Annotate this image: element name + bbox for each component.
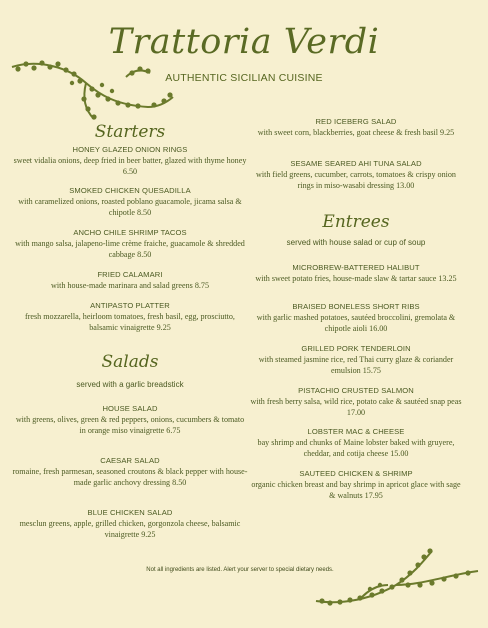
item-name: BRAISED BONELESS SHORT RIBS [292, 302, 420, 311]
item-name: SAUTEED CHICKEN & SHRIMP [299, 469, 413, 478]
item-name: SMOKED CHICKEN QUESADILLA [69, 186, 191, 195]
item-name: RED ICEBERG SALAD [315, 117, 397, 126]
vine-decoration-top-left [8, 55, 178, 125]
item-description: sweet vidalia onions, deep fried in beer batter, glazed with thyme honey 6.50 [13, 156, 247, 176]
item-description: with sweet corn, blackberries, goat cheese & fresh basil 9.25 [257, 128, 455, 137]
menu-item [250, 116, 462, 138]
menu-item [250, 158, 462, 191]
item-description: mesclun greens, apple, grilled chicken, gorgonzola cheese, balsamic vinaigrette 9.25 [19, 519, 241, 539]
item-name: BLUE CHICKEN SALAD [87, 508, 173, 517]
item-name: SESAME SEARED AHI TUNA SALAD [290, 159, 422, 168]
item-name: ANCHO CHILE SHRIMP TACOS [73, 228, 187, 237]
item-description: romaine, fresh parmesan, seasoned croutons & black pepper with house-made garlic anchovy dressing 8.50 [12, 467, 248, 487]
item-description: with fresh berry salsa, wild rice, potato cake & sautéed snap peas 17.00 [250, 397, 462, 417]
item-name: GRILLED PORK TENDERLOIN [301, 344, 411, 353]
item-description: with mango salsa, jalapeno-lime crème fraiche, guacamole & shredded cabbage 8.50 [15, 239, 245, 259]
section-heading-entrees: Entrees [322, 212, 390, 232]
vine-decoration-bottom-right [312, 545, 482, 611]
item-name: CAESAR SALAD [100, 456, 160, 465]
menu-item [12, 403, 248, 436]
restaurant-subtitle: AUTHENTIC SICILIAN CUISINE [165, 72, 323, 84]
item-name: HOUSE SALAD [102, 404, 158, 413]
item-description: with caramelized onions, roasted poblano guacamole, jicama salsa & chipotle 8.50 [18, 197, 242, 217]
menu-item [12, 507, 248, 540]
item-name: PISTACHIO CRUSTED SALMON [298, 386, 414, 395]
item-name: HONEY GLAZED ONION RINGS [72, 145, 188, 154]
menu-item [250, 385, 462, 418]
section-heading-salads: Salads [101, 352, 159, 372]
menu-item [12, 269, 248, 291]
item-description: with sweet potato fries, house-made slaw & tartar sauce 13.25 [255, 274, 457, 283]
item-description: organic chicken breast and bay shrimp in apricot glace with sage & walnuts 17.95 [251, 480, 461, 500]
section-heading-starters: Starters [94, 122, 166, 142]
menu-item [12, 300, 248, 333]
menu-item [12, 227, 248, 260]
menu-item [250, 343, 462, 376]
item-name: ANTIPASTO PLATTER [90, 301, 170, 310]
item-description: with house-made marinara and salad greens 8.75 [51, 281, 209, 290]
item-description: with field greens, cucumber, carrots, tomatoes & crispy onion rings in miso-wasabi dressing 13.00 [256, 170, 456, 190]
menu-item [12, 455, 248, 488]
menu-item [250, 262, 462, 284]
item-description: with garlic mashed potatoes, sautéed broccolini, gremolata & chipotle aioli 16.00 [256, 313, 456, 333]
section-note-salads: served with a garlic breadstick [76, 380, 184, 389]
item-description: fresh mozzarella, heirloom tomatoes, fresh basil, egg, prosciutto, balsamic vinaigrette 9.25 [25, 312, 235, 332]
menu-item [250, 301, 462, 334]
footer-note: Not all ingredients are listed. Alert your server to special dietary needs. [146, 567, 334, 573]
item-name: MICROBREW-BATTERED HALIBUT [292, 263, 420, 272]
section-note-entrees: served with house salad or cup of soup [286, 238, 426, 247]
restaurant-title: Trattoria Verdi [108, 22, 380, 62]
item-description: with steamed jasmine rice, red Thai curry glaze & coriander emulsion 15.75 [258, 355, 454, 375]
item-description: with greens, olives, green & red peppers, onions, cucumbers & tomato in orange miso vinaigrette 6.75 [15, 415, 245, 435]
item-description: bay shrimp and chunks of Maine lobster baked with gruyere, cheddar, and cotija cheese 15.00 [257, 438, 455, 458]
menu-item [12, 185, 248, 218]
menu-item [12, 144, 248, 177]
menu-item [250, 468, 462, 501]
item-name: LOBSTER MAC & CHEESE [307, 427, 405, 436]
menu-item [250, 426, 462, 459]
item-name: FRIED CALAMARI [97, 270, 163, 279]
